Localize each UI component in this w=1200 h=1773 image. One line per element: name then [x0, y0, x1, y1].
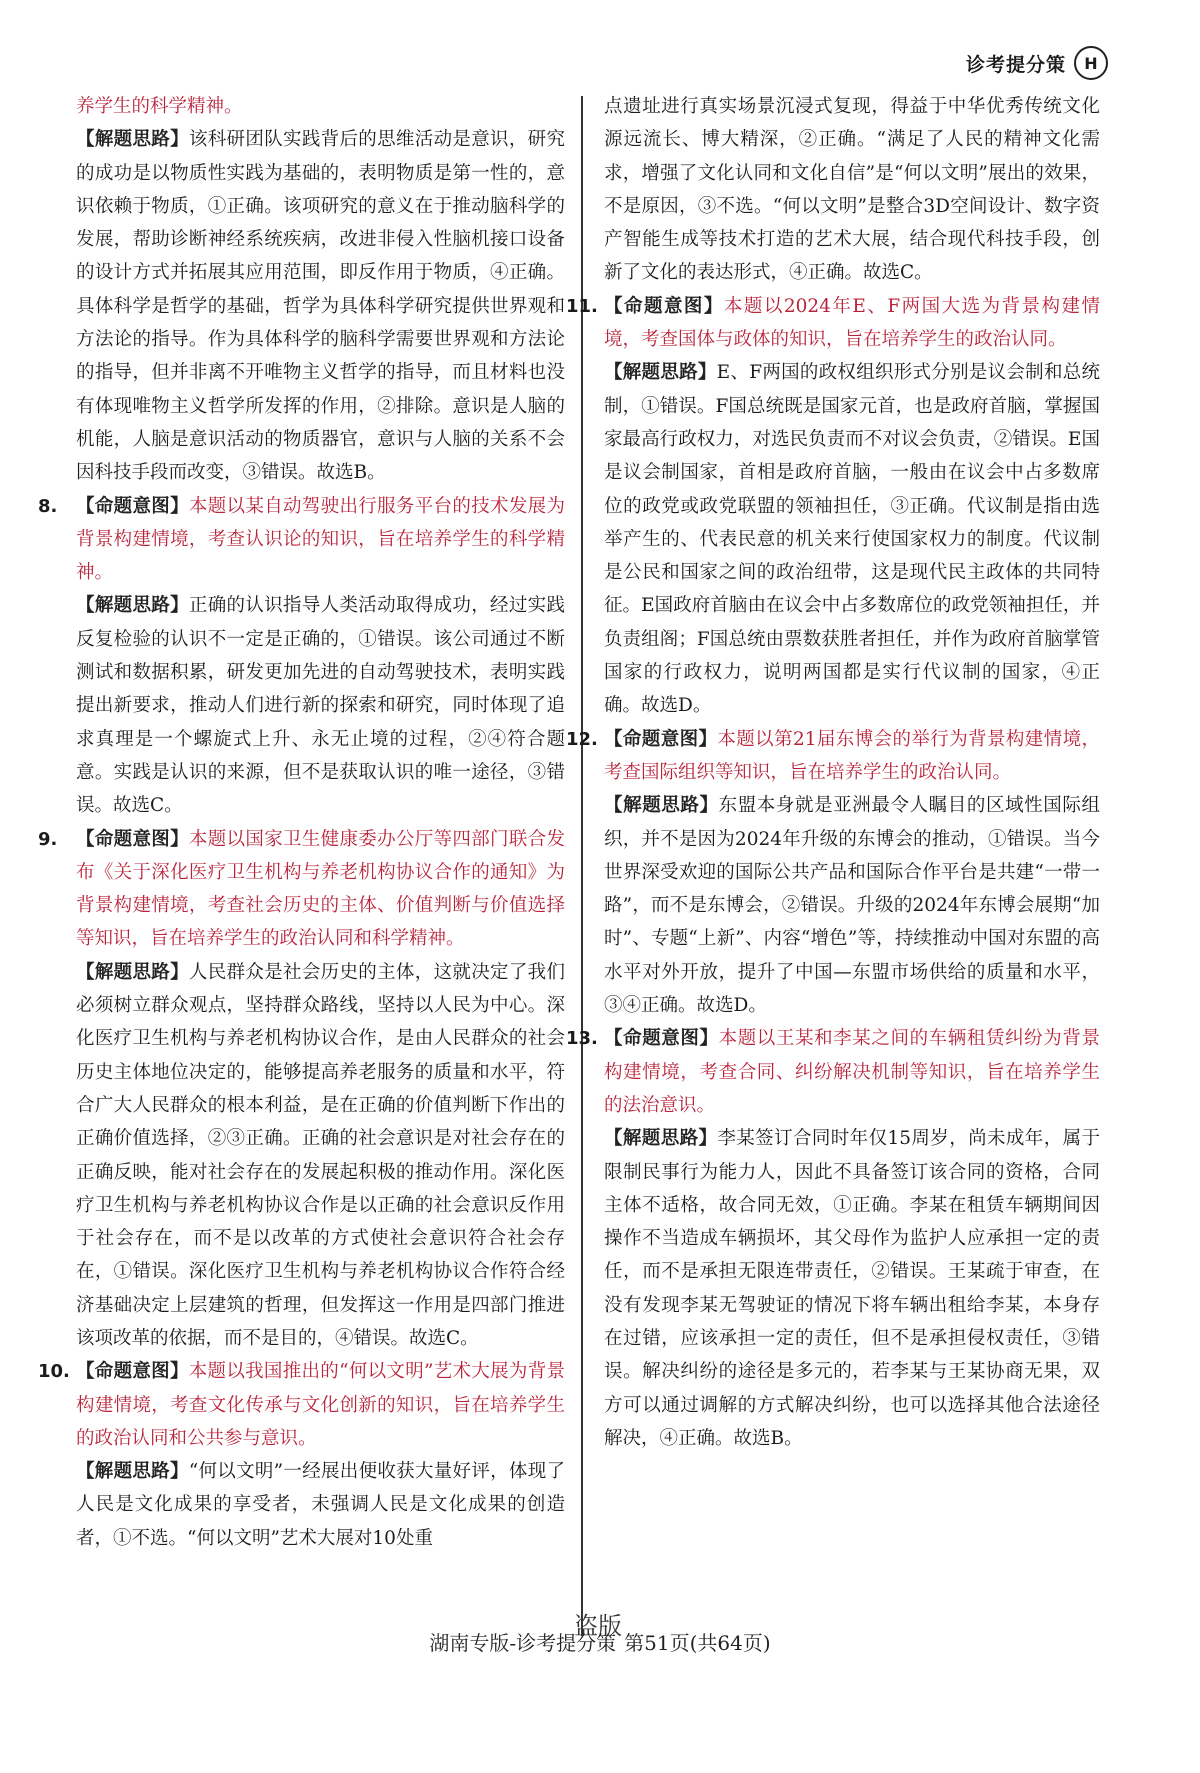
- analysis-tag: 【解题思路】: [76, 129, 189, 151]
- intent-paragraph: [76, 490, 565, 590]
- intent-paragraph: [76, 823, 565, 956]
- intent-text: 本题以我国推出的“何以文明”艺术大展为背景构建情境，考查文化传承与文化创新的知识，旨在培养学生的政治认同和公共参与意识。: [76, 1361, 565, 1449]
- question-block: [566, 723, 1100, 1023]
- analysis-tag: 【解题思路】: [76, 595, 189, 617]
- intent-text: 本题以某自动驾驶出行服务平台的技术发展为背景构建情境，考查认识论的知识，旨在培养学生的科学精神。: [76, 495, 565, 584]
- column-divider: [581, 96, 583, 1636]
- footer-title: 湖南专版-诊考提分策: [429, 1631, 617, 1655]
- analysis-tag: 【解题思路】: [604, 362, 717, 384]
- intent-text: 养学生的科学精神。: [76, 96, 243, 117]
- question-block: [566, 290, 1100, 723]
- intent-paragraph: [76, 90, 565, 123]
- analysis-paragraph: [604, 1122, 1100, 1455]
- question-block: [38, 823, 565, 1356]
- analysis-tag: 【解题思路】: [76, 961, 189, 983]
- question-number: 9.: [38, 828, 58, 850]
- page-footer: [0, 1627, 1200, 1656]
- analysis-paragraph: [76, 123, 565, 489]
- analysis-text: 人民群众是社会历史的主体，这就决定了我们必须树立群众观点，坚持群众路线，坚持以人民为中心。深化医疗卫生机构与养老机构协议合作，是由人民群众的社会历史主体地位决定的，能够提高养老服务的质量和水平，符合广大人民群众的根本利益，是在正确的价值判断下作出的正确价值选择，②③正确。正确的社会意识是对社会存在的正确反映，能对社会存在的发展起积极的推动作用。深化医疗卫生机构与养老机构协议合作是以正确的社会意识反作用于社会存在，而不是以改革的方式使社会意识符合社会存在，①错误。深化医疗卫生机构与养老机构协议合作符合经济基础决定上层建筑的哲理，但发挥这一作用是四部门推进该项改革的依据，而不是目的，④错误。故选C。: [76, 961, 565, 1349]
- question-block: [68, 90, 565, 490]
- intent-text: 本题以国家卫生健康委办公厅等四部门联合发布《关于深化医疗卫生机构与养老机构协议合作的通知》为背景构建情境，考查社会历史的主体、价值判断与价值选择等知识，旨在培养学生的政治认同和科学精神。: [76, 828, 565, 950]
- right-column: [566, 90, 1100, 1455]
- analysis-tag: 【解题思路】: [604, 795, 719, 817]
- intent-tag: 【命题意图】: [76, 828, 189, 850]
- analysis-text: 李某签订合同时年仅15周岁，尚未成年，属于限制民事行为能力人，因此不具备签订该合同的资格，合同主体不适格，故合同无效，①正确。李某在租赁车辆期间因操作不当造成车辆损坏，其父母作为监护人应承担一定的责任，而不是承担无限连带责任，②错误。王某疏于审查，在没有发现李某无驾驶证的情况下将车辆出租给李某，本身存在过错，应该承担一定的责任，但不是承担侵权责任，③错误。解决纠纷的途径是多元的，若李某与王某协商无果，双方可以通过调解的方式解决纠纷，也可以选择其他合法途径解决，④正确。故选B。: [604, 1128, 1100, 1449]
- question-block: [596, 90, 1100, 290]
- question-number: 13.: [566, 1028, 598, 1050]
- question-block: [38, 1355, 565, 1555]
- intent-tag: 【命题意图】: [76, 1361, 189, 1383]
- page-header: [966, 46, 1108, 80]
- intent-text: 本题以王某和李某之间的车辆租赁纠纷为背景构建情境，考查合同、纠纷解决机制等知识，旨在培养学生的法治意识。: [604, 1028, 1100, 1116]
- intent-paragraph: [76, 1355, 565, 1455]
- intent-paragraph: [604, 723, 1100, 790]
- question-block: [38, 490, 565, 823]
- intent-text: 本题以第21届东博会的举行为背景构建情境，考查国际组织等知识，旨在培养学生的政治认同。: [604, 728, 1100, 783]
- analysis-paragraph: [604, 90, 1100, 290]
- question-number: 11.: [566, 295, 598, 317]
- analysis-paragraph: [76, 589, 565, 822]
- analysis-text: 该科研团队实践背后的思维活动是意识，研究的成功是以物质性实践为基础的，表明物质是第一性的，意识依赖于物质，①正确。该项研究的意义在于推动脑科学的发展，帮助诊断神经系统疾病，改进非侵入性脑机接口设备的设计方式并拓展其应用范围，即反作用于物质，④正确。具体科学是哲学的基础，哲学为具体科学研究提供世界观和方法论的指导。作为具体科学的脑科学需要世界观和方法论的指导，但并非离不开唯物主义哲学的指导，而且材料也没有体现唯物主义哲学所发挥的作用，②排除。意识是人脑的机能，人脑是意识活动的物质器官，意识与人脑的关系不会因科技手段而改变，③错误。故选B。: [76, 129, 565, 484]
- intent-tag: 【命题意图】: [604, 1028, 719, 1050]
- intent-paragraph: [604, 290, 1100, 357]
- intent-tag: 【命题意图】: [604, 295, 724, 317]
- brand-title: 诊考提分策: [965, 53, 1066, 76]
- intent-text: 本题以2024年E、F两国大选为背景构建情境，考查国体与政体的知识，旨在培养学生的政治认同。: [604, 295, 1100, 351]
- intent-paragraph: [604, 1022, 1100, 1122]
- analysis-text: E、F两国的政权组织形式分别是议会制和总统制，①错误。F国总统既是国家元首，也是政府首脑，掌握国家最高行政权力，对选民负责而不对议会负责，②错误。E国是议会制国家，首相是政府首脑，一般由在议会中占多数席位的政党或政党联盟的领袖担任，③正确。代议制是指由选举产生的、代表民意的机关来行使国家权力的制度。代议制是公民和国家之间的政治纽带，这是现代民主政体的共同特征。E国政府首脑由在议会中占多数席位的政党领袖担任，并负责组阁；F国总统由票数获胜者担任，并作为政府首脑掌管国家的行政权力，说明两国都是实行代议制的国家，④正确。故选D。: [604, 362, 1100, 717]
- footer-page-number: 第51页(共64页): [624, 1631, 771, 1655]
- analysis-text: 东盟本身就是亚洲最令人瞩目的区域性国际组织，并不是因为2024年升级的东博会的推动，①错误。当今世界深受欢迎的国际公共产品和国际合作平台是共建“一带一路”，而不是东博会，②错误。升级的2024年东博会展期“加时”、专题“上新”、内容“增色”等，持续推动中国对东盟的高水平对外开放，提升了中国—东盟市场供给的质量和水平，③④正确。故选D。: [604, 795, 1100, 1017]
- analysis-text: 正确的认识指导人类活动取得成功，经过实践反复检验的认识不一定是正确的，①错误。该公司通过不断测试和数据积累，研发更加先进的自动驾驶技术，表明实践提出新要求，推动人们进行新的探索和研究，同时体现了追求真理是一个螺旋式上升、永无止境的过程，②④符合题意。实践是认识的来源，但不是获取认识的唯一途径，③错误。故选C。: [76, 595, 565, 817]
- watermark-stamp: 盗版: [574, 1612, 622, 1640]
- analysis-paragraph: [604, 789, 1100, 1022]
- question-number: 10.: [38, 1361, 70, 1383]
- brand-logo-icon: H: [1074, 46, 1108, 80]
- analysis-paragraph: [604, 356, 1100, 722]
- analysis-tag: 【解题思路】: [76, 1461, 189, 1483]
- analysis-text: 点遗址进行真实场景沉浸式复现，得益于中华优秀传统文化源远流长、博大精深，②正确。“满足了人民的精神文化需求，增强了文化认同和文化自信”是“何以文明”展出的效果，不是原因，③不选。“何以文明”是整合3D空间设计、数字资产智能生成等技术打造的艺术大展，结合现代科技手段，创新了文化的表达形式，④正确。故选C。: [604, 96, 1100, 284]
- analysis-text: “何以文明”一经展出便收获大量好评，体现了人民是文化成果的享受者，未强调人民是文化成果的创造者，①不选。“何以文明”艺术大展对10处重: [76, 1461, 565, 1549]
- analysis-paragraph: [76, 1455, 565, 1555]
- question-number: 8.: [38, 495, 58, 517]
- left-column: [38, 90, 565, 1555]
- analysis-paragraph: [76, 956, 565, 1356]
- question-number: 12.: [566, 728, 598, 750]
- intent-tag: 【命题意图】: [76, 495, 189, 517]
- analysis-tag: 【解题思路】: [604, 1128, 718, 1150]
- question-block: [566, 1022, 1100, 1455]
- intent-tag: 【命题意图】: [604, 728, 718, 750]
